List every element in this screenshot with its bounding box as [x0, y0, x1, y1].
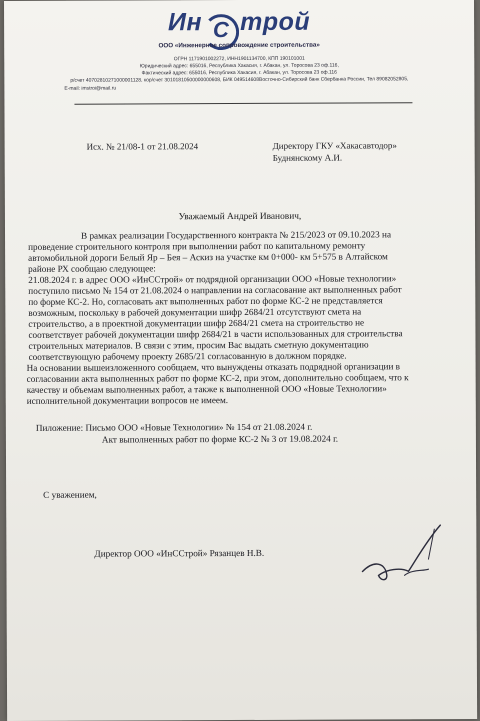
attachment-line: Акт выполненных работ по форме КС-2 № 3 от 19.08.2024 г.: [101, 433, 339, 445]
logo-text-left: Ин: [167, 8, 203, 37]
addressee-title: Директору ГКУ «Хакасавтодор»: [272, 140, 397, 151]
body-line: На основании вышеизложенного сообщаем, что вынуждены отказать подрядной организации в: [26, 361, 401, 373]
requisites-line: ОГРН 1171901002272, ИНН1901134700, КПП 190101001: [173, 55, 305, 63]
requisites-line: Юридический адрес: 655016, Республика Хакасия, г. Абакан, ул. Торосова 23 оф.116,: [139, 62, 339, 70]
body-line: исполнительной документации вопросов не имеем.: [26, 395, 229, 406]
body-line: возможным, поскольку в рабочей документации шифр 2684/21 отсутствуют смета на: [28, 306, 362, 318]
body-line: проведение строительного контроля при выполнении работ по капитальному ремонту: [28, 240, 366, 252]
letter-sheet: [4, 0, 477, 721]
requisites-line: р/счет 40702810271000001128, кор/счет 30101810500000000608, БИК 049514608Восточно-Сибирский банк Сбербанка России, Тел 89082052805,: [70, 76, 409, 84]
body-line: В рамках реализации Государственного контракта № 215/2023 от 09.10.2023 на: [81, 229, 392, 241]
body-line: районе РХ сообщаю следующее:: [28, 263, 156, 274]
body-line: поступило письмо № 154 от 21.08.2024 о направлении на согласование акт выполненных работ: [28, 284, 402, 296]
body-line: 21.08.2024 г. в адрес ООО «ИнССтрой» от подрядной организации ООО «Новые технологии»: [28, 273, 397, 285]
outgoing-number: Исх. № 21/08-1 от 21.08.2024: [86, 141, 199, 152]
body-line: соответствует рабочей документации шифр 2684/21 в части использованных для строительства: [28, 328, 403, 340]
requisites-line: Фактический адрес: 655016, Республика Хакасия, г. Абакан, ул. Торосова 23 оф.116: [141, 69, 337, 77]
body-line: соответствующую рабочему проекту 2685/21 согласованную в должном порядке.: [28, 350, 347, 362]
logo-text-right: трой: [240, 7, 311, 36]
logo-ring-letter: С: [212, 17, 230, 43]
body-line: автомобильной дороги Белый Яр – Бея – Аскиз на участке км 0+000- км 5+575 в Алтайском: [28, 251, 388, 263]
handwritten-signature: [356, 519, 456, 589]
requisites-email: E-mail: imstroi@mail.ru: [64, 85, 117, 92]
body-line: строительных материалов. В связи с этим, просим Вас выдать сметную документацию: [28, 339, 369, 351]
letterhead-divider: [74, 102, 412, 104]
body-line: согласовании акта выполненных работ по форме КС-2, при этом, дополнительно сообщаем, что к: [26, 372, 409, 384]
company-name: ООО «Инженерное сопровождение строительства»: [158, 41, 320, 50]
body-line: качеству и объемам выполненных работ, а также к выполненной ООО «Новые Технологии»: [26, 383, 387, 395]
addressee-name: Буднянскому А.И.: [272, 152, 343, 163]
attachment-line: Пиложение: Письмо ООО «Новые Технологии» № 154 от 21.08.2024 г.: [35, 421, 313, 433]
body-line: строительство, а в проектной документации шифр 2684/21 смета на строительство не: [28, 317, 365, 329]
salutation: Уважаемый Андрей Иванович,: [178, 211, 302, 223]
body-line: по форме КС-2. Но, согласовать акт выполненных работ по форме КС-2 не представляется: [28, 295, 383, 307]
closing-regards: С уважением,: [43, 489, 97, 500]
signatory-line: Директор ООО «ИнССтрой» Рязанцев Н.В.: [94, 547, 265, 559]
